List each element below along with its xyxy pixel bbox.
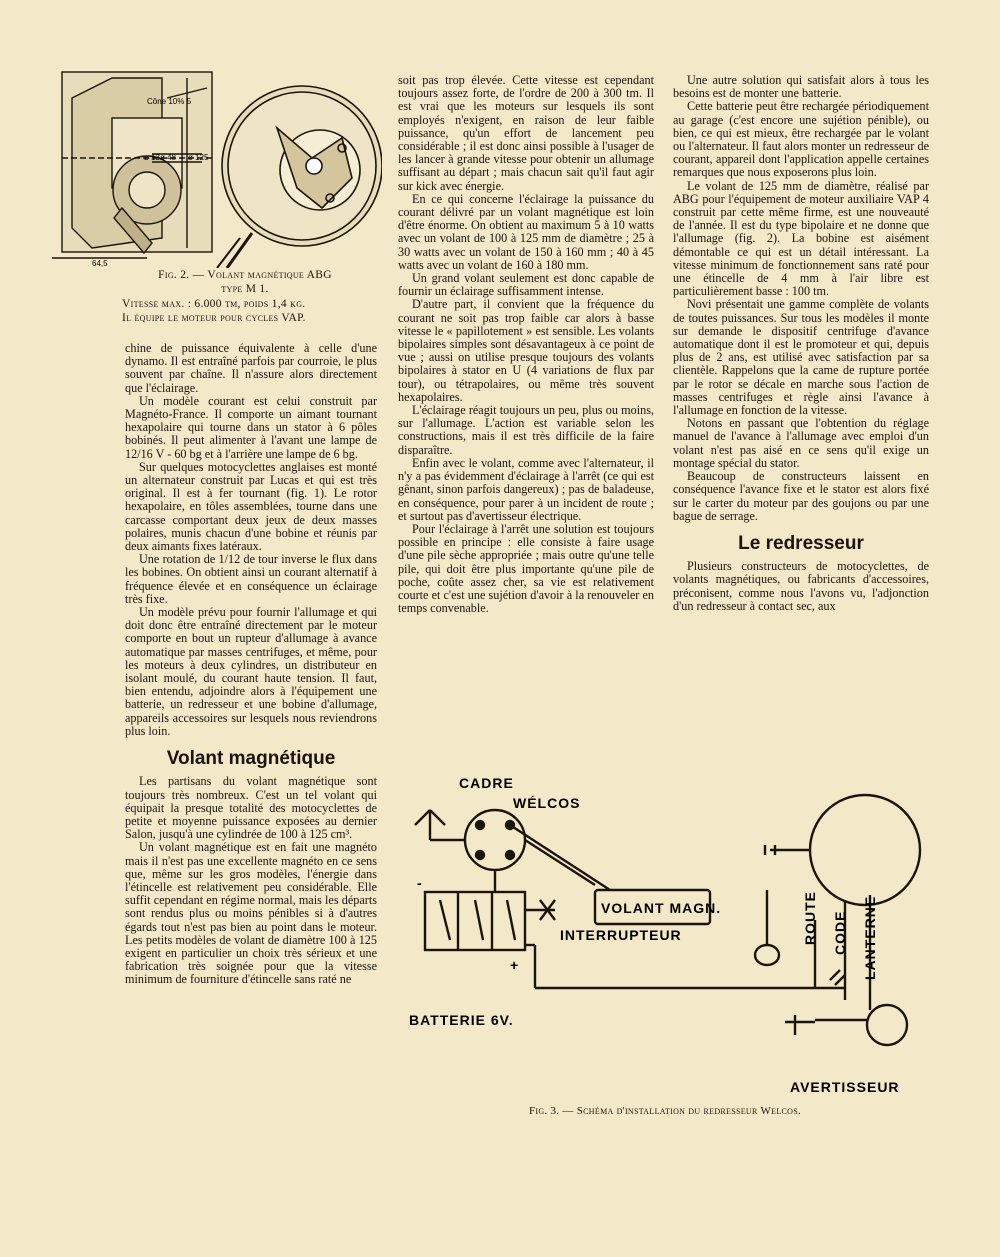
fig2-caption-specs xyxy=(122,297,384,325)
col2-paragraph: En ce qui concerne l'éclairage la puissance du courant délivré par un volant magnétique est loin d'être énorme. On obtient au maximum 5 à 10 watts avec un volant de 100 à 125 mm de diamètre ; 25 à 30 watts avec un volant de 150 à 160 mm ; 40 à 45 watts avec un volant de 160 à 180 mm. xyxy=(398,191,654,272)
col3-paragraph: Beaucoup de constructeurs laissent en conséquence l'avance fixe et le stator est alors fixé sur le carter du moteur par des goujons ou par une bague de serrage. xyxy=(673,469,929,523)
col1-paragraph: chine de puissance équivalente à celle d'une dynamo. Il est entraîné parfois par courroie, le plus souvent par chaîne. Il n'assure alors directement que l'éclairage. xyxy=(125,341,377,395)
column-1 xyxy=(125,342,377,987)
fig2-dim-64: 64,5 xyxy=(92,259,108,268)
fig2-dim-phi125: ø 125 xyxy=(188,153,209,162)
fig2-dim-phi48: ø 48 xyxy=(160,153,177,162)
label-cadre: CADRE xyxy=(459,775,514,791)
label-avertisseur: AVERTISSEUR xyxy=(790,1079,900,1095)
col2-paragraph: soit pas trop élevée. Cette vitesse est cependant toujours assez forte, de l'ordre de 200 à 300 tm. Il est vrai que les moteurs sur lesquels ils sont employés n'exigent, en raison de leur faible puissance, qu'un effort de lancement peu considérable ; il est donc ainsi possible à l'usager de les lancer à grande vitesse pour obtenir un allumage suffisant au départ ; mais chacun sait qu'il faut agir sur kick avec énergie. xyxy=(398,73,654,193)
col1-paragraph: Sur quelques motocyclettes anglaises est monté un alternateur construit par Lucas et qui est très original. Il est à fer tournant (fig. 1). Le rotor hexapolaire, en tôles assemblées, tourne dans une carcasse comportant deux jeux de deux masses polaires, munis chacun d'une bobine et réunis par deux aimants fixes latéraux. xyxy=(125,459,377,554)
fig3-wiring-diagram xyxy=(395,770,935,1100)
col1-paragraph: Un modèle courant est celui construit par Magnéto-France. Il comporte un aimant tournant hexapolaire qui tourne dans un stator à 6 pôles bobinés. Il peut alimenter à l'avant une lampe de 12/16 V - 60 bg et à l'arrière une lampe de 6 bg. xyxy=(125,393,377,461)
column-3 xyxy=(673,74,929,613)
fig2-caption-equip: Il équipe le moteur pour cycles VAP. xyxy=(122,312,306,324)
col1-paragraph: Une rotation de 1/12 de tour inverse le flux dans les bobines. On obtient ainsi un courant alternatif à fréquence élevée et en conséquence un éclairage très fixe. xyxy=(125,552,377,606)
col2-paragraph: L'éclairage réagit toujours un peu, plus ou moins, sur l'allumage. L'action est variable selon les constructions, mais il est très difficile de la faire disparaître. xyxy=(398,403,654,457)
col3-paragraph: Une autre solution qui satisfait alors à tous les besoins est de monter une batterie. xyxy=(673,73,929,101)
label-code: CODE xyxy=(832,910,848,955)
col3-paragraph: Novi présentait une gamme complète de volants de toutes puissances. Sur tous les modèles il monte sur demande le dispositif centrifuge d'avance automatique dont il est le promoteur et qui, depuis plus de 2 ans, est utilisé avec satisfaction par sa clientèle. Rappelons que la came de rupture portée par le rotor se décale en marche sous l'action de masses centrifuges et règle ainsi l'avance à l'allumage en fonction de la vitesse. xyxy=(673,297,929,418)
fig2-drawing xyxy=(52,68,382,268)
col1-paragraph: Un modèle prévu pour fournir l'allumage et qui doit donc être entraîné directement par le moteur comporte en bout un rupteur d'allumage à avance automatique par masses centrifuges, et même, pour les moteurs à deux cylindres, un distributeur en isolant moulé, du courant haute tension. Il faut, bien entendu, adjoindre alors à l'équipement une batterie, un redresseur et une bobine d'allumage, appareils accessoires sur lesquels nous reviendrons plus loin. xyxy=(125,605,377,738)
label-lanterne: LANTERNE xyxy=(862,895,878,980)
col3-paragraph: Le volant de 125 mm de diamètre, réalisé par ABG pour l'équipement de moteur auxiliaire VAP 4 construit par cette même firme, est une nouveauté de l'année. Il est du type bipolaire et ne donne que l'allumage (fig. 2). La bobine est aisément démontable ce qui est un détail intéressant. La vitesse minimum de fonctionnement sans raté pour une étincelle de 4 mm à l'air libre est particulièrement basse : 100 tm. xyxy=(673,178,929,299)
label-welcos: WÉLCOS xyxy=(513,795,581,811)
col3-paragraph: Notons en passant que l'obtention du réglage manuel de l'avance à l'allumage avec emploi d'un volant n'est pas aisé en ce sens qu'il exige un montage spécial du stator. xyxy=(673,416,929,470)
label-plus: + xyxy=(510,957,520,973)
fig2-caption-type: type M 1. xyxy=(221,283,269,295)
col1-paragraph: Un volant magnétique est en fait une magnéto mais il n'est pas une excellente magnéto en ce sens que, même sur les gros modèles, l'énergie dans l'étincelle est relativement peu considérable. Elle suffit cependant en régime normal, mais les départs sont rendus plus ou moins pénibles si à d'autres égards tout n'est pas bien au point dans le moteur. Les petits modèles de volant de diamètre 100 à 125 exigent en particulier un choix très sérieux et une fabrication très soignée pour que la vitesse minimum de fourniture d'étincelle sans raté ne xyxy=(125,840,377,987)
fig2-dim-cone: Cône 10% 5 xyxy=(147,97,192,106)
col1-paragraph: Les partisans du volant magnétique sont toujours très nombreux. C'est un tel volant qui équipait la presque totalité des motocyclettes de petite et moyenne puissance exposées au dernier Salon, jusqu'à une cylindrée de 100 à 125 cm³. xyxy=(125,774,377,842)
label-minus: - xyxy=(417,875,423,891)
heading-le-redresseur: Le redresseur xyxy=(738,532,864,554)
headlight-symbol xyxy=(810,795,920,905)
welcos-rectifier-symbol xyxy=(465,810,525,870)
col3-paragraph: Cette batterie peut être rechargée périodiquement au garage (c'est encore une sujétion pénible), ou bien, ce qui est mieux, être rechargée par le volant ou l'alternateur. Il faut alors monter un redresseur de courant, appareil dont l'application appelle certaines remarques que nous exposerons plus loin. xyxy=(673,99,929,180)
col2-paragraph: Pour l'éclairage à l'arrêt une solution est toujours possible en principe : elle consiste à faire usage d'une pile sèche appropriée ; mais outre qu'une telle pile, qui doit être plus importante qu'une pile de poche, coûte assez cher, sa vie est relativement courte et c'est une sujétion d'avoir à la renouveler en temps convenable. xyxy=(398,521,654,616)
label-route: ROUTE xyxy=(802,891,818,945)
fig2-caption xyxy=(100,268,390,296)
heading-volant-magnetique: Volant magnétique xyxy=(166,748,336,770)
label-batterie: BATTERIE 6V. xyxy=(409,1012,514,1028)
label-interrupteur: INTERRUPTEUR xyxy=(560,927,682,943)
fig2-caption-speed: Vitesse max. : 6.000 tm, poids 1,4 kg. xyxy=(122,298,306,310)
fig2-caption-title: Fig. 2. — Volant magnétique ABG xyxy=(158,269,332,281)
light-switch-symbol xyxy=(755,945,779,965)
col3-paragraph: Plusieurs constructeurs de motocyclettes, de volants magnétiques, ou fabricants d'accessoires, préconisent, comme nous l'avons vu, l'adjonction d'un redresseur à contact sec, aux xyxy=(673,559,929,613)
column-2 xyxy=(398,74,654,615)
col2-paragraph: Un grand volant seulement est donc capable de fournir un éclairage suffisamment intense. xyxy=(398,271,654,299)
label-volant-magn: VOLANT MAGN. xyxy=(601,900,722,916)
horn-symbol xyxy=(867,1005,907,1045)
col2-paragraph: D'autre part, il convient que la fréquence du courant ne soit pas trop faible car alors à basse vitesse le « papillotement » est sensible. Les volants bipolaires simples sont désavantageux à ce point de vue ; aussi on utilise presque toujours des volants bipolaires à stator en U (4 variations de flux par tour), ou tétrapolaires, ou même très souvent hexapolaires. xyxy=(398,297,654,404)
col2-paragraph: Enfin avec le volant, comme avec l'alternateur, il n'y a pas évidemment d'éclairage à l'arrêt (ce qui est gênant, sinon parfois dangereux) ; pas de baladeuse, en conséquence, pour parer à un incident de route ; et surtout pas d'avertisseur électrique. xyxy=(398,455,654,523)
fig3-caption: Fig. 3. — Schéma d'installation du redresseur Welcos. xyxy=(528,1105,802,1117)
fig2-dim-phi13: ø 13 xyxy=(144,153,161,162)
